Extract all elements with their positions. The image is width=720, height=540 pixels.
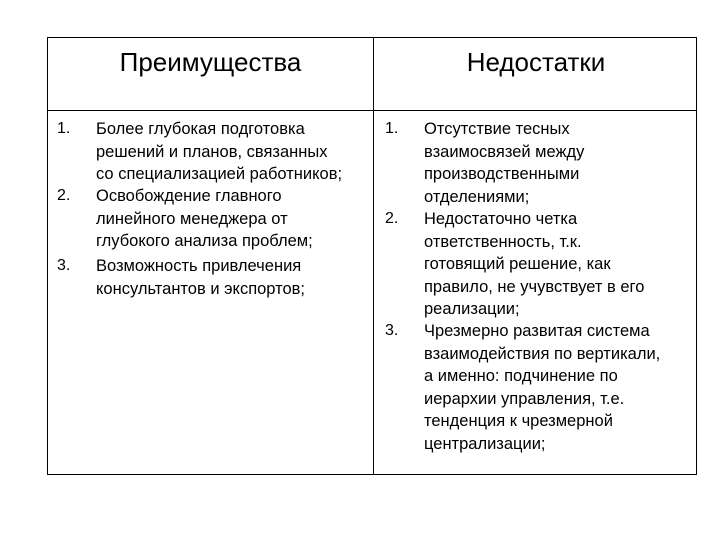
advantage-2 [96,185,313,253]
disadvantage-2-line: правило, не учувствует в его [424,277,645,296]
disadvantage-2 [424,208,644,321]
advantage-1 [96,118,342,186]
advantage-2-number: 2. [57,187,71,204]
disadvantage-1-number: 1. [385,120,399,137]
disadvantage-1-line: Отсутствие тесных [424,120,570,138]
disadvantage-2-line: ответственность, т.к. [424,232,582,251]
disadvantage-2-line: Недостаточно четка [424,210,578,228]
advantage-3-number: 3. [57,257,71,274]
disadvantage-1-line: взаимосвязей между [424,142,585,161]
disadvantage-3-line: Чрезмерно развитая система [424,322,650,340]
advantage-2-line: глубокого анализа проблем; [96,232,313,250]
header-divider [48,110,696,111]
advantage-3 [96,255,305,300]
disadvantage-3-line: иерархии управления, т.е. [424,389,625,408]
disadvantage-1-line: отделениями; [424,187,530,206]
disadvantage-1 [424,118,584,208]
advantage-1-line: решений и планов, связанных [96,142,328,161]
advantage-1-number: 1. [57,120,71,137]
advantage-3-line: Возможность привлечения [96,257,302,275]
advantage-1-line: со специализацией работников; [96,165,343,183]
disadvantage-3-number: 3. [385,322,399,339]
column-divider [373,38,374,474]
advantage-2-line: линейного менеджера от [96,209,288,228]
disadvantage-2-number: 2. [385,210,399,227]
disadvantage-2-line: готовящий решение, как [424,255,611,273]
comparison-table [47,37,697,475]
advantage-2-line: Освобождение главного [96,187,282,205]
disadvantage-2-line: реализации; [424,300,520,318]
advantage-3-line: консультантов и экспортов; [96,279,306,298]
disadvantage-3-line: тенденция к чрезмерной [424,412,613,430]
disadvantage-3-line: а именно: подчинение по [424,367,618,385]
advantage-1-line: Более глубокая подготовка [96,120,305,138]
disadvantage-1-line: производственными [424,165,580,183]
disadvantage-3-line: централизации; [424,434,546,453]
disadvantage-3-line: взаимодействия по вертикали, [424,344,661,363]
disadvantages-header: Недостатки [466,47,606,77]
disadvantage-3 [424,320,660,455]
advantages-header: Преимущества [119,47,302,77]
